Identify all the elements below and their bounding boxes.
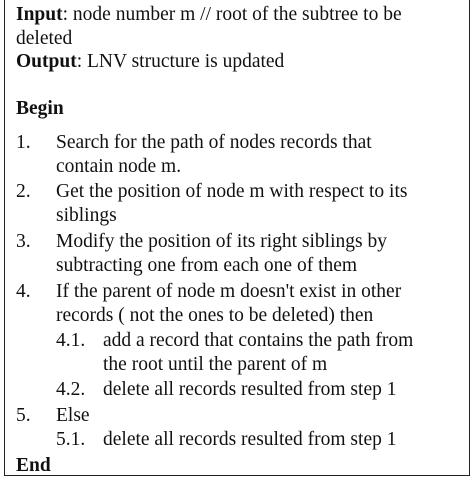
begin-label: Begin (16, 98, 64, 119)
step-number: 5. (16, 405, 31, 426)
substep-text: add a record that contains the path from (103, 330, 414, 351)
step-text: records ( not the ones to be deleted) then (56, 305, 374, 326)
step-number: 4. (16, 281, 31, 302)
input-text-continued: deleted (16, 28, 73, 49)
step-text: If the parent of node m doesn't exist in other (56, 281, 402, 302)
substep-text: delete all records resulted from step 1 (103, 429, 397, 450)
substep-number: 4.1. (56, 330, 86, 351)
step-text: contain node m. (56, 156, 182, 177)
step-number: 1. (16, 132, 31, 153)
output-label: Output (16, 51, 77, 72)
end-label: End (16, 455, 51, 476)
step-text: siblings (56, 205, 117, 226)
output-text: : LNV structure is updated (76, 51, 285, 72)
step-number: 3. (16, 231, 31, 252)
input-line (16, 3, 402, 27)
step-number: 2. (16, 181, 31, 202)
step-text: Modify the position of its right siblings by (56, 231, 387, 252)
input-text: : node number m // root of the subtree to be (62, 4, 402, 25)
substep-text: the root until the parent of m (103, 354, 328, 375)
step-text: Get the position of node m with respect to its (56, 181, 408, 202)
step-text: Search for the path of nodes records that (56, 132, 372, 153)
substep-number: 5.1. (56, 429, 86, 450)
substep-number: 4.2. (56, 379, 86, 400)
input-label: Input (16, 4, 63, 25)
output-line (16, 50, 284, 74)
substep-text: delete all records resulted from step 1 (103, 379, 397, 400)
step-text: subtracting one from each one of them (56, 255, 358, 276)
step-text: Else (56, 405, 90, 426)
